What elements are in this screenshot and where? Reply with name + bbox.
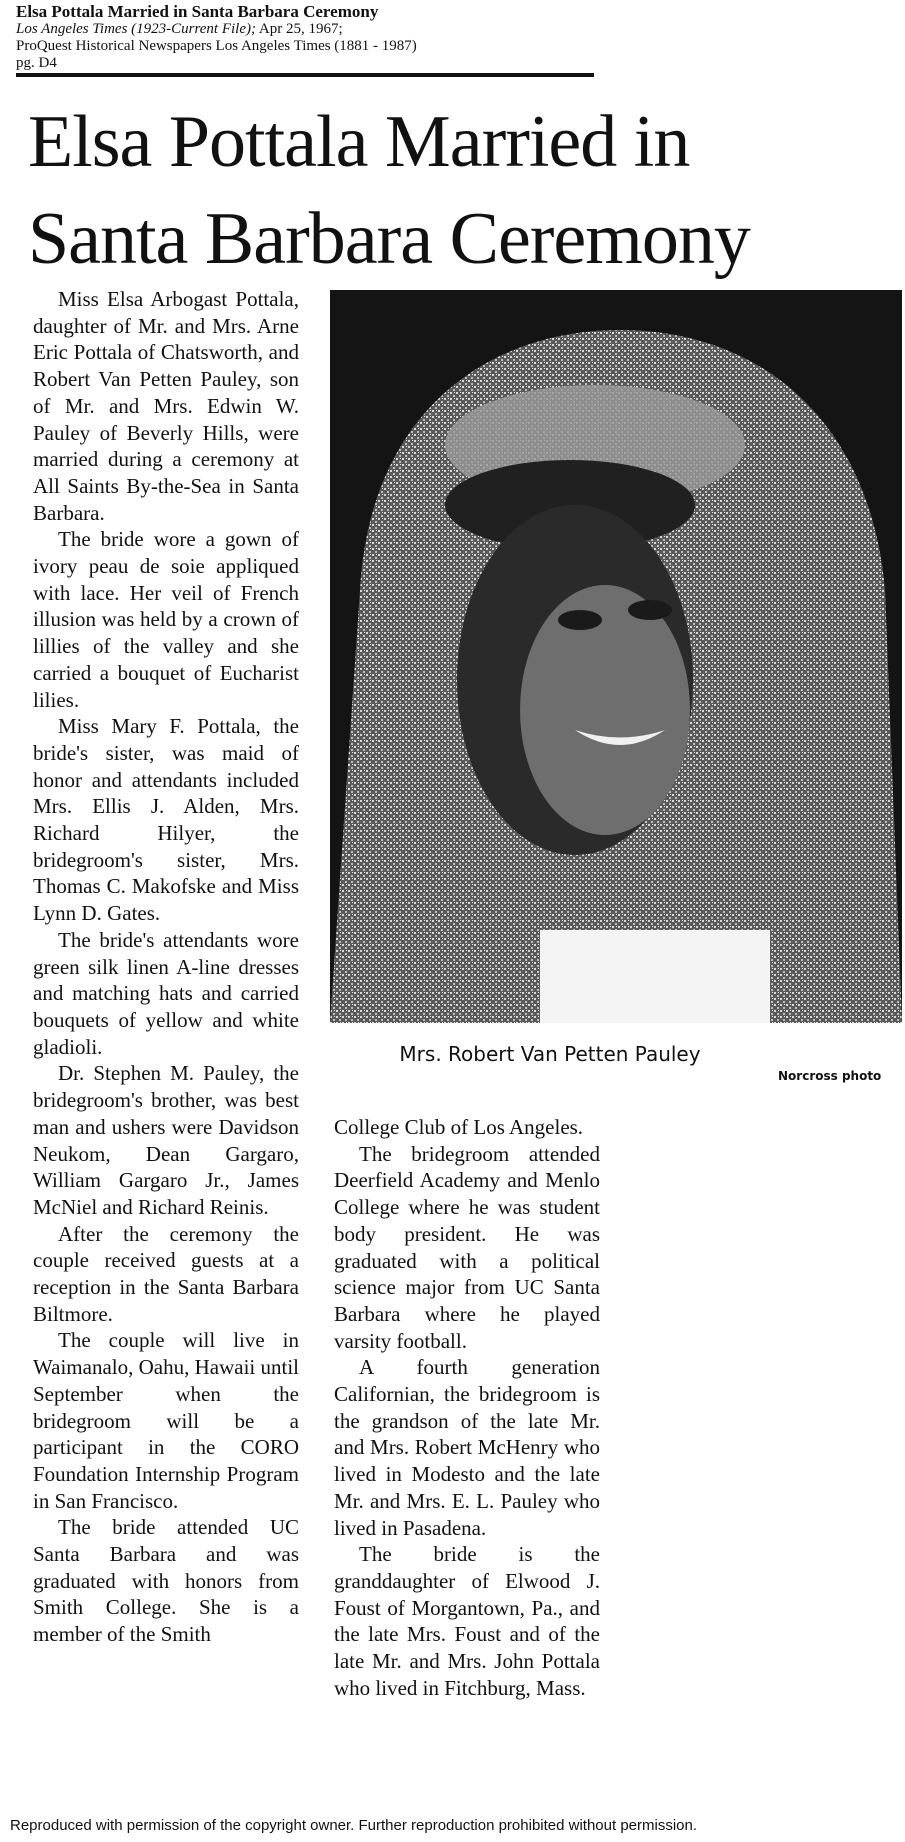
headline-line-2: Santa Barbara Ceremony <box>28 198 750 280</box>
article-paragraph: The bridegroom attended Deerfield Academy and Menlo College where he was student body president. He was graduated with a political science major from UC Santa Barbara where he played varsity football. <box>334 1141 600 1353</box>
photo-caption: Mrs. Robert Van Petten Pauley <box>399 1042 701 1066</box>
bride-portrait-photo <box>330 290 902 1023</box>
headline-line-1: Elsa Pottala Married in <box>28 101 690 183</box>
article-column-right <box>334 1114 600 1701</box>
citation-database: ProQuest Historical Newspapers Los Angeles Times (1881 - 1987) <box>16 38 417 54</box>
article-paragraph: After the ceremony the couple received guests at a reception in the Santa Barbara Biltmore. <box>33 1221 299 1326</box>
article-paragraph: A fourth generation Californian, the bridegroom is the grandson of the late Mr. and Mrs. Robert McHenry who lived in Modesto and the late Mr. and Mrs. E. L. Pauley who lived in Pasadena. <box>334 1355 600 1540</box>
citation-publication: Los Angeles Times (1923-Current File); <box>16 21 256 37</box>
bride-portrait-image <box>330 290 902 1023</box>
article-paragraph: The bride is the granddaughter of Elwood J. Foust of Morgantown, Pa., and the late Mrs. Foust and of the late Mr. and Mrs. John Pottala who lived in Fitchburg, Mass. <box>334 1542 600 1700</box>
citation-source <box>16 21 616 38</box>
citation-page: pg. D4 <box>16 55 57 71</box>
article-paragraph: Dr. Stephen M. Pauley, the bridegroom's brother, was best man and ushers were Davidson Neukom, Dean Gargaro, William Gargaro Jr., James McNiel and Richard Reinis. <box>33 1061 299 1219</box>
article-column-left <box>33 286 299 1648</box>
article-paragraph: Miss Elsa Arbogast Pottala, daughter of Mr. and Mrs. Arne Eric Pottala of Chatsworth, and Robert Van Petten Pauley, son of Mr. and Mrs. Edwin W. Pauley of Beverly Hills, were married during a ceremony at All Saints By-the-Sea in Santa Barbara. <box>33 287 299 525</box>
article-paragraph: The bride wore a gown of ivory peau de soie appliqued with lace. Her veil of French illusion was held by a crown of lillies of the valley and she carried a bouquet of Eucharist lilies. <box>33 527 299 712</box>
article-paragraph: Miss Mary F. Pottala, the bride's sister, was maid of honor and attendants included Mrs. Ellis J. Alden, Mrs. Richard Hilyer, the bridegroom's sister, Mrs. Thomas C. Makofske and Miss Lynn D. Gates. <box>33 714 299 926</box>
article-headline <box>28 94 848 288</box>
article-paragraph: The bride attended UC Santa Barbara and was graduated with honors from Smith College. She is a member of the Smith <box>33 1515 299 1647</box>
copyright-footer: Reproduced with permission of the copyright owner. Further reproduction prohibited without permission. <box>10 1817 698 1834</box>
citation-date: Apr 25, 1967; <box>256 21 343 37</box>
article-paragraph: The couple will live in Waimanalo, Oahu, Hawaii until September when the bridegroom will be a participant in the CORO Foundation Internship Program in San Francisco. <box>33 1328 299 1513</box>
article-paragraph: College Club of Los Angeles. <box>334 1115 584 1139</box>
photo-credit: Norcross photo <box>778 1069 882 1083</box>
citation-title: Elsa Pottala Married in Santa Barbara Ceremony <box>16 2 379 21</box>
article-paragraph: The bride's attendants wore green silk linen A-line dresses and matching hats and carried bouquets of yellow and white gladioli. <box>33 927 299 1059</box>
citation-header <box>16 2 616 72</box>
header-rule <box>16 73 594 77</box>
